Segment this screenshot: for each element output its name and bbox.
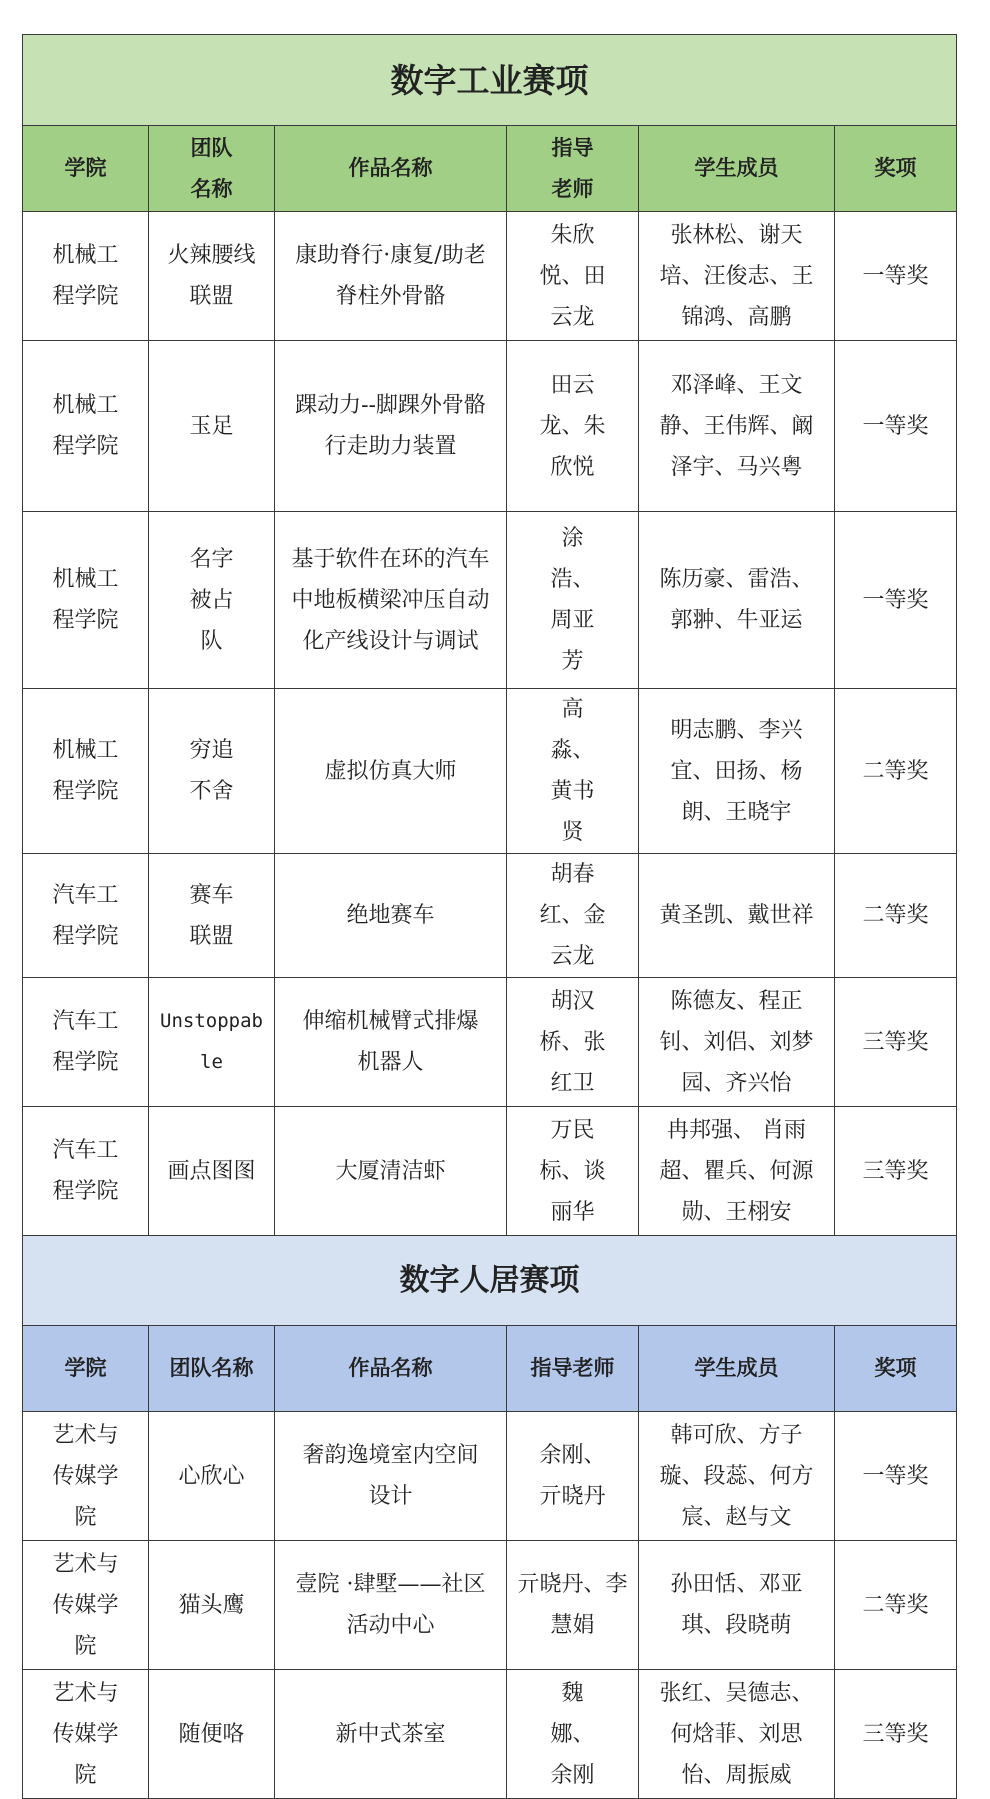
cell-college: 艺术与传媒学院 bbox=[23, 1670, 149, 1799]
cell-work: 绝地赛车 bbox=[275, 854, 507, 978]
cell-teacher: 余刚、亓晓丹 bbox=[507, 1412, 639, 1541]
header-students: 学生成员 bbox=[639, 126, 835, 212]
cell-college: 机械工程学院 bbox=[23, 512, 149, 689]
section2-title: 数字人居赛项 bbox=[23, 1236, 957, 1326]
cell-work: 康助脊行·康复/助老脊柱外骨骼 bbox=[275, 212, 507, 341]
table-row bbox=[23, 978, 957, 1107]
table-row bbox=[23, 341, 957, 512]
table-row bbox=[23, 212, 957, 341]
section1-header-row bbox=[23, 126, 957, 212]
cell-college: 机械工程学院 bbox=[23, 212, 149, 341]
table-row bbox=[23, 1541, 957, 1670]
cell-work: 虚拟仿真大师 bbox=[275, 689, 507, 854]
cell-college: 艺术与传媒学院 bbox=[23, 1541, 149, 1670]
cell-work: 基于软件在环的汽车中地板横梁冲压自动化产线设计与调试 bbox=[275, 512, 507, 689]
cell-award: 一等奖 bbox=[835, 212, 957, 341]
cell-teacher: 万民标、谈丽华 bbox=[507, 1107, 639, 1236]
cell-work: 壹院 ·肆墅——社区活动中心 bbox=[275, 1541, 507, 1670]
cell-teacher: 涂浩、周亚芳 bbox=[507, 512, 639, 689]
cell-students: 韩可欣、方子璇、段蕊、何方宸、赵与文 bbox=[639, 1412, 835, 1541]
cell-team: 随便咯 bbox=[149, 1670, 275, 1799]
header-work: 作品名称 bbox=[275, 1326, 507, 1412]
section2-header-row bbox=[23, 1326, 957, 1412]
cell-teacher: 胡汉桥、张红卫 bbox=[507, 978, 639, 1107]
cell-team: 猫头鹰 bbox=[149, 1541, 275, 1670]
cell-team: 画点图图 bbox=[149, 1107, 275, 1236]
cell-college: 汽车工程学院 bbox=[23, 854, 149, 978]
cell-students: 冉邦强、 肖雨超、瞿兵、何源勋、王栩安 bbox=[639, 1107, 835, 1236]
cell-award: 二等奖 bbox=[835, 689, 957, 854]
section2-title-row bbox=[23, 1236, 957, 1326]
cell-team: 穷追不舍 bbox=[149, 689, 275, 854]
cell-teacher: 朱欣悦、田云龙 bbox=[507, 212, 639, 341]
cell-team: Unstoppable bbox=[149, 978, 275, 1107]
table-row bbox=[23, 854, 957, 978]
cell-students: 陈历豪、雷浩、郭翀、牛亚运 bbox=[639, 512, 835, 689]
cell-award: 一等奖 bbox=[835, 512, 957, 689]
header-work: 作品名称 bbox=[275, 126, 507, 212]
table-row bbox=[23, 1412, 957, 1541]
cell-team: 火辣腰线联盟 bbox=[149, 212, 275, 341]
awards-table bbox=[22, 34, 957, 1799]
cell-award: 二等奖 bbox=[835, 1541, 957, 1670]
cell-award: 三等奖 bbox=[835, 978, 957, 1107]
cell-award: 三等奖 bbox=[835, 1670, 957, 1799]
table-row bbox=[23, 1670, 957, 1799]
header-college: 学院 bbox=[23, 1326, 149, 1412]
header-team: 团队名称 bbox=[149, 1326, 275, 1412]
cell-work: 踝动力--脚踝外骨骼行走助力装置 bbox=[275, 341, 507, 512]
cell-teacher: 胡春红、金云龙 bbox=[507, 854, 639, 978]
header-students: 学生成员 bbox=[639, 1326, 835, 1412]
cell-teacher: 田云龙、朱欣悦 bbox=[507, 341, 639, 512]
cell-team: 玉足 bbox=[149, 341, 275, 512]
cell-teacher: 高淼、黄书贤 bbox=[507, 689, 639, 854]
cell-teacher: 魏娜、余刚 bbox=[507, 1670, 639, 1799]
cell-college: 汽车工程学院 bbox=[23, 978, 149, 1107]
table-row bbox=[23, 689, 957, 854]
cell-award: 二等奖 bbox=[835, 854, 957, 978]
header-teacher: 指导老师 bbox=[507, 126, 639, 212]
header-college: 学院 bbox=[23, 126, 149, 212]
cell-work: 新中式茶室 bbox=[275, 1670, 507, 1799]
cell-work: 伸缩机械臂式排爆机器人 bbox=[275, 978, 507, 1107]
header-teacher: 指导老师 bbox=[507, 1326, 639, 1412]
header-award: 奖项 bbox=[835, 1326, 957, 1412]
section1-title-row bbox=[23, 35, 957, 126]
cell-work: 大厦清洁虾 bbox=[275, 1107, 507, 1236]
cell-students: 张红、吴德志、何焓菲、刘思怡、周振威 bbox=[639, 1670, 835, 1799]
cell-work: 奢韵逸境室内空间设计 bbox=[275, 1412, 507, 1541]
cell-award: 一等奖 bbox=[835, 341, 957, 512]
table-row bbox=[23, 1107, 957, 1236]
cell-award: 一等奖 bbox=[835, 1412, 957, 1541]
cell-students: 邓泽峰、王文静、王伟辉、阚泽宇、马兴粤 bbox=[639, 341, 835, 512]
awards-table-container bbox=[22, 34, 956, 1799]
cell-award: 三等奖 bbox=[835, 1107, 957, 1236]
cell-students: 陈德友、程正钊、刘侣、刘梦园、齐兴怡 bbox=[639, 978, 835, 1107]
table-row bbox=[23, 512, 957, 689]
cell-students: 张林松、谢天培、汪俊志、王锦鸿、高鹏 bbox=[639, 212, 835, 341]
header-team: 团队名称 bbox=[149, 126, 275, 212]
cell-teacher: 亓晓丹、李慧娟 bbox=[507, 1541, 639, 1670]
cell-college: 机械工程学院 bbox=[23, 341, 149, 512]
cell-students: 明志鹏、李兴宜、田扬、杨朗、王晓宇 bbox=[639, 689, 835, 854]
cell-team: 名字被占队 bbox=[149, 512, 275, 689]
cell-college: 汽车工程学院 bbox=[23, 1107, 149, 1236]
cell-college: 机械工程学院 bbox=[23, 689, 149, 854]
section1-title: 数字工业赛项 bbox=[23, 35, 957, 126]
cell-college: 艺术与传媒学院 bbox=[23, 1412, 149, 1541]
cell-team: 心欣心 bbox=[149, 1412, 275, 1541]
header-award: 奖项 bbox=[835, 126, 957, 212]
cell-students: 孙田恬、邓亚琪、段晓萌 bbox=[639, 1541, 835, 1670]
cell-students: 黄圣凯、戴世祥 bbox=[639, 854, 835, 978]
cell-team: 赛车联盟 bbox=[149, 854, 275, 978]
